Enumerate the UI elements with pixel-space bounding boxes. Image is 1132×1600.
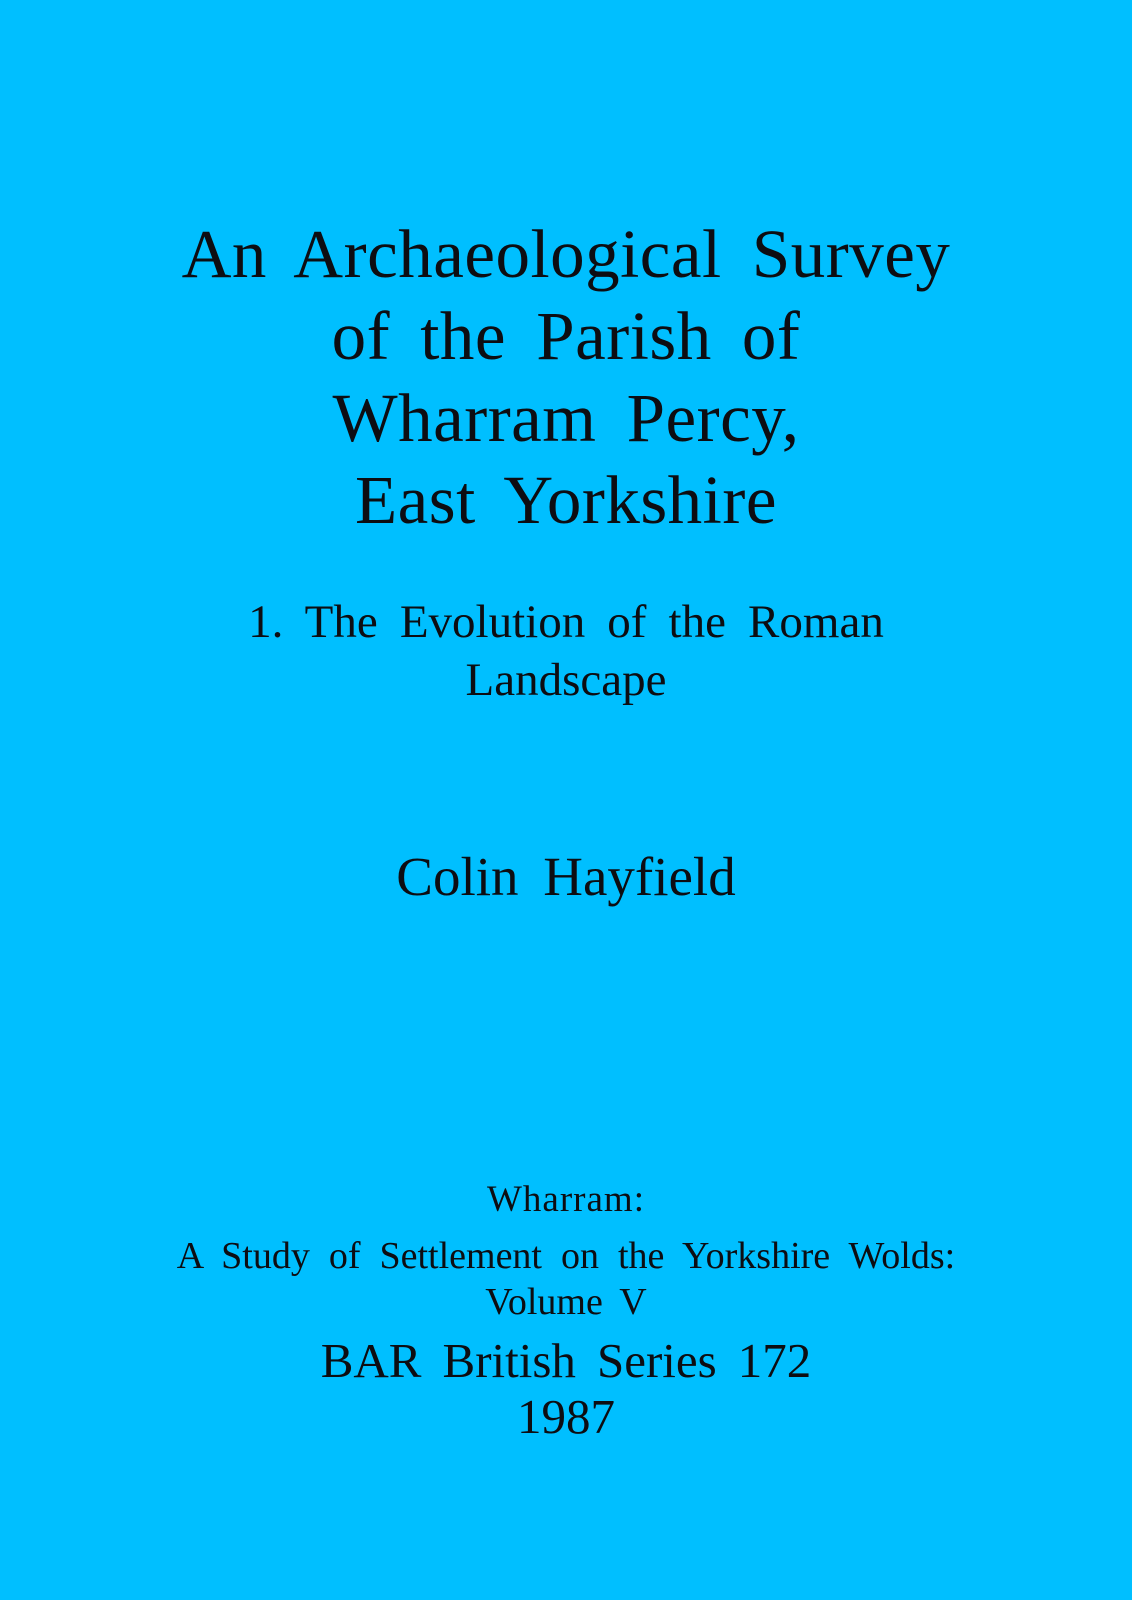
bar-series-label: BAR British Series 172 (320, 1333, 812, 1388)
title-line-3: Wharram Percy, (332, 380, 800, 456)
year-label: 1987 (517, 1389, 615, 1444)
volume-label: Volume V (485, 1281, 647, 1323)
series-subtitle: A Study of Settlement on the Yorkshire Wolds: (176, 1235, 956, 1277)
title-line-4: East Yorkshire (355, 462, 777, 538)
title-line-1: An Archaeological Survey (181, 216, 951, 292)
book-subtitle (248, 593, 884, 709)
author-name: Colin Hayfield (396, 846, 736, 907)
book-title (182, 213, 951, 541)
series-info (177, 1177, 955, 1445)
title-line-2: of the Parish of (331, 298, 801, 374)
subtitle-line-1: 1. The Evolution of the Roman (248, 596, 884, 648)
series-title: Wharram: (487, 1179, 645, 1220)
subtitle-line-2: Landscape (465, 654, 667, 706)
